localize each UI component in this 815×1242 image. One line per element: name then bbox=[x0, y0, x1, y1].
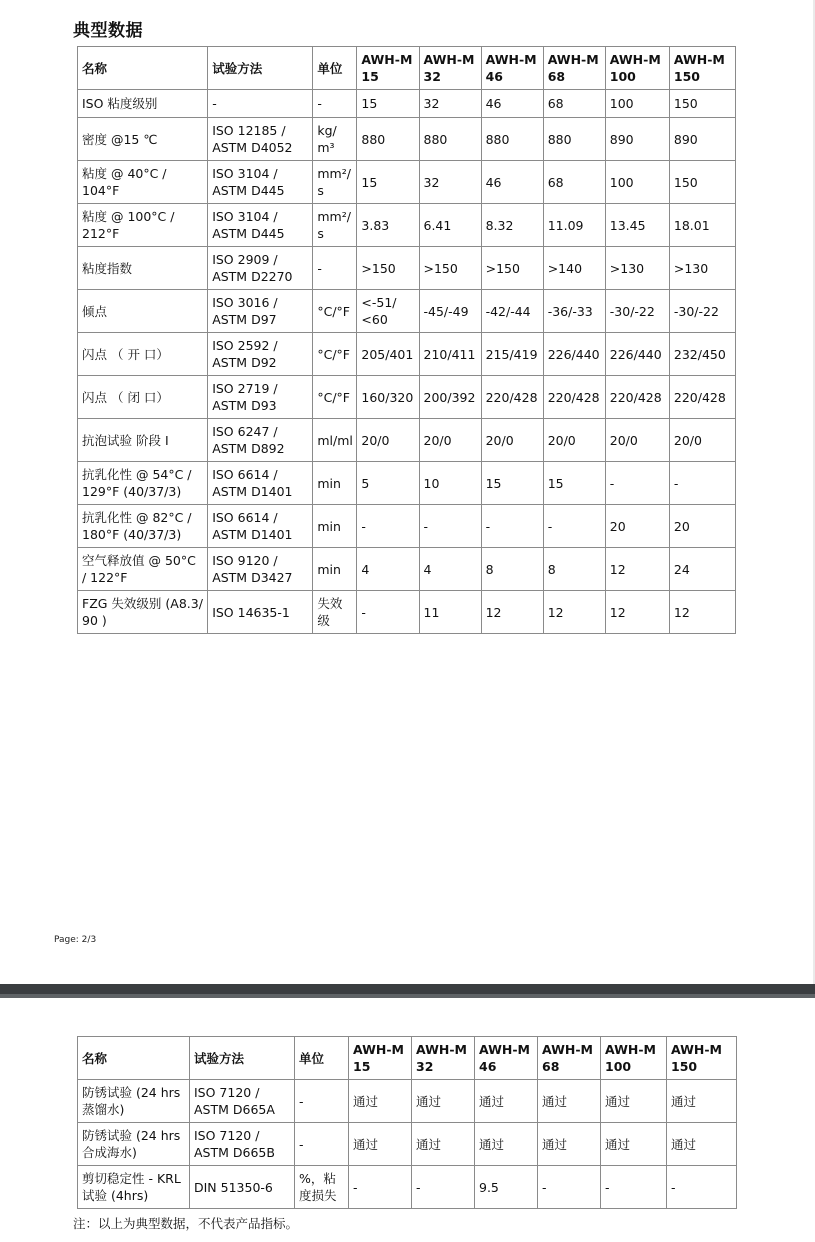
typical-data-table bbox=[77, 46, 736, 634]
table-cell: - bbox=[357, 505, 419, 548]
table-cell: 11.09 bbox=[543, 204, 605, 247]
header-row bbox=[78, 47, 736, 90]
column-header: AWH-M 15 bbox=[349, 1037, 412, 1080]
table-cell: mm²/ s bbox=[313, 204, 357, 247]
column-header: AWH-M 68 bbox=[543, 47, 605, 90]
table-cell: 11 bbox=[419, 591, 481, 634]
table-cell: 通过 bbox=[412, 1080, 475, 1123]
table-cell: 闪点 （ 开 口） bbox=[78, 333, 208, 376]
table-cell: 粘度 @ 100°C / 212°F bbox=[78, 204, 208, 247]
column-header: AWH-M 100 bbox=[601, 1037, 667, 1080]
table-cell: 通过 bbox=[475, 1080, 538, 1123]
table-cell: >150 bbox=[481, 247, 543, 290]
column-header: AWH-M 150 bbox=[667, 1037, 737, 1080]
table-cell: - bbox=[349, 1166, 412, 1209]
table-row bbox=[78, 204, 736, 247]
table-cell: 160/320 bbox=[357, 376, 419, 419]
table-cell: -30/-22 bbox=[669, 290, 735, 333]
table-cell: 8 bbox=[543, 548, 605, 591]
column-header: 单位 bbox=[313, 47, 357, 90]
table-cell: >150 bbox=[419, 247, 481, 290]
table-cell: 20/0 bbox=[543, 419, 605, 462]
table-cell: 18.01 bbox=[669, 204, 735, 247]
table-cell: - bbox=[538, 1166, 601, 1209]
column-header: AWH-M 150 bbox=[669, 47, 735, 90]
column-header: AWH-M 46 bbox=[481, 47, 543, 90]
table-cell: 880 bbox=[543, 118, 605, 161]
table-cell: -42/-44 bbox=[481, 290, 543, 333]
table-cell: 880 bbox=[481, 118, 543, 161]
column-header: AWH-M 100 bbox=[605, 47, 669, 90]
table-row bbox=[78, 290, 736, 333]
table-cell: 密度 @15 ℃ bbox=[78, 118, 208, 161]
table-cell: - bbox=[313, 90, 357, 118]
table-cell: 220/428 bbox=[543, 376, 605, 419]
table-cell: 通过 bbox=[538, 1123, 601, 1166]
table-cell: 通过 bbox=[667, 1123, 737, 1166]
table-cell: ISO 9120 / ASTM D3427 bbox=[208, 548, 313, 591]
table-cell: 剪切稳定性 - KRL 试验 (4hrs) bbox=[78, 1166, 190, 1209]
table-cell: 通过 bbox=[538, 1080, 601, 1123]
table-cell: ISO 2592 / ASTM D92 bbox=[208, 333, 313, 376]
table-cell: ISO 3016 / ASTM D97 bbox=[208, 290, 313, 333]
table-cell: min bbox=[313, 462, 357, 505]
table-cell: °C/°F bbox=[313, 290, 357, 333]
table-cell: 抗泡试验 阶段 I bbox=[78, 419, 208, 462]
table-cell: >140 bbox=[543, 247, 605, 290]
table-cell: 220/428 bbox=[669, 376, 735, 419]
table-cell: °C/°F bbox=[313, 333, 357, 376]
table-cell: 13.45 bbox=[605, 204, 669, 247]
table-cell: ISO 3104 / ASTM D445 bbox=[208, 161, 313, 204]
table-cell: ISO 7120 / ASTM D665B bbox=[190, 1123, 295, 1166]
table-cell: ISO 6614 / ASTM D1401 bbox=[208, 505, 313, 548]
column-header: AWH-M 32 bbox=[412, 1037, 475, 1080]
table-cell: 205/401 bbox=[357, 333, 419, 376]
typical-data-table-continued bbox=[77, 1036, 737, 1209]
table-cell: °C/°F bbox=[313, 376, 357, 419]
table-cell: >150 bbox=[357, 247, 419, 290]
table-cell: 100 bbox=[605, 161, 669, 204]
table-cell: - bbox=[295, 1080, 349, 1123]
table-cell: 8 bbox=[481, 548, 543, 591]
table-cell: 210/411 bbox=[419, 333, 481, 376]
table-cell: 890 bbox=[669, 118, 735, 161]
table-row bbox=[78, 548, 736, 591]
column-header: 试验方法 bbox=[190, 1037, 295, 1080]
column-header: 名称 bbox=[78, 1037, 190, 1080]
table-cell: ISO 7120 / ASTM D665A bbox=[190, 1080, 295, 1123]
table-cell: - bbox=[295, 1123, 349, 1166]
table-cell: ISO 2719 / ASTM D93 bbox=[208, 376, 313, 419]
table-cell: 150 bbox=[669, 90, 735, 118]
table-cell: 10 bbox=[419, 462, 481, 505]
table-cell: 200/392 bbox=[419, 376, 481, 419]
header-row bbox=[78, 1037, 737, 1080]
column-header: 试验方法 bbox=[208, 47, 313, 90]
table-cell: 15 bbox=[543, 462, 605, 505]
table-cell: ISO 3104 / ASTM D445 bbox=[208, 204, 313, 247]
table-cell: 失效 级 bbox=[313, 591, 357, 634]
table-cell: - bbox=[412, 1166, 475, 1209]
table-row bbox=[78, 505, 736, 548]
table-row bbox=[78, 591, 736, 634]
table-cell: 32 bbox=[419, 90, 481, 118]
section-title: 典型数据 bbox=[73, 21, 143, 41]
table-cell: 150 bbox=[669, 161, 735, 204]
table-cell: min bbox=[313, 548, 357, 591]
table-cell: -45/-49 bbox=[419, 290, 481, 333]
table-cell: 46 bbox=[481, 161, 543, 204]
table-cell: 通过 bbox=[601, 1080, 667, 1123]
column-header: AWH-M 46 bbox=[475, 1037, 538, 1080]
table-cell: 24 bbox=[669, 548, 735, 591]
footnote: 注：以上为典型数据，不代表产品指标。 bbox=[73, 1216, 299, 1231]
table-row bbox=[78, 462, 736, 505]
page-separator bbox=[0, 984, 815, 998]
table-cell: ISO 6614 / ASTM D1401 bbox=[208, 462, 313, 505]
table-cell: 20/0 bbox=[357, 419, 419, 462]
table-cell: 226/440 bbox=[543, 333, 605, 376]
table-cell: 20 bbox=[669, 505, 735, 548]
table-row bbox=[78, 118, 736, 161]
table-cell: 20/0 bbox=[419, 419, 481, 462]
table-cell: ml/ml bbox=[313, 419, 357, 462]
table-cell: 3.83 bbox=[357, 204, 419, 247]
column-header: AWH-M 15 bbox=[357, 47, 419, 90]
table-cell: -30/-22 bbox=[605, 290, 669, 333]
table-cell: 防锈试验 (24 hrs 合成海水) bbox=[78, 1123, 190, 1166]
table-cell: 通过 bbox=[349, 1123, 412, 1166]
table-cell: - bbox=[667, 1166, 737, 1209]
table-cell: mm²/ s bbox=[313, 161, 357, 204]
table-cell: 粘度指数 bbox=[78, 247, 208, 290]
table-cell: 6.41 bbox=[419, 204, 481, 247]
table-cell: 880 bbox=[357, 118, 419, 161]
table-cell: 20 bbox=[605, 505, 669, 548]
table-cell: 12 bbox=[605, 548, 669, 591]
table-cell: 防锈试验 (24 hrs 蒸馏水) bbox=[78, 1080, 190, 1123]
table-cell: 15 bbox=[481, 462, 543, 505]
table-row bbox=[78, 90, 736, 118]
table-cell: 4 bbox=[419, 548, 481, 591]
table-cell: - bbox=[543, 505, 605, 548]
table-cell: >130 bbox=[669, 247, 735, 290]
table-cell: 32 bbox=[419, 161, 481, 204]
table-cell: min bbox=[313, 505, 357, 548]
table-cell: ISO 2909 / ASTM D2270 bbox=[208, 247, 313, 290]
table-cell: ISO 14635-1 bbox=[208, 591, 313, 634]
table-cell: 通过 bbox=[349, 1080, 412, 1123]
table-cell: <-51/ <60 bbox=[357, 290, 419, 333]
table-cell: 15 bbox=[357, 161, 419, 204]
table-cell: 抗乳化性 @ 82°C / 180°F (40/37/3) bbox=[78, 505, 208, 548]
table-cell: ISO 粘度级别 bbox=[78, 90, 208, 118]
table-cell: 4 bbox=[357, 548, 419, 591]
table-cell: 9.5 bbox=[475, 1166, 538, 1209]
table-cell: 68 bbox=[543, 161, 605, 204]
table-row bbox=[78, 333, 736, 376]
table-cell: ISO 6247 / ASTM D892 bbox=[208, 419, 313, 462]
table-cell: 8.32 bbox=[481, 204, 543, 247]
table-cell: 闪点 （ 闭 口） bbox=[78, 376, 208, 419]
table-cell: 通过 bbox=[601, 1123, 667, 1166]
table-cell: 220/428 bbox=[605, 376, 669, 419]
table-cell: 12 bbox=[543, 591, 605, 634]
table-cell: 12 bbox=[605, 591, 669, 634]
column-header: AWH-M 68 bbox=[538, 1037, 601, 1080]
table-cell: 倾点 bbox=[78, 290, 208, 333]
table-cell: 220/428 bbox=[481, 376, 543, 419]
table-cell: - bbox=[669, 462, 735, 505]
table-cell: ISO 12185 / ASTM D4052 bbox=[208, 118, 313, 161]
table-cell: - bbox=[481, 505, 543, 548]
table-cell: 890 bbox=[605, 118, 669, 161]
table-cell: 通过 bbox=[412, 1123, 475, 1166]
table-cell: - bbox=[357, 591, 419, 634]
table-cell: 226/440 bbox=[605, 333, 669, 376]
table-row bbox=[78, 1166, 737, 1209]
table-cell: - bbox=[313, 247, 357, 290]
table-cell: %，粘 度损失 bbox=[295, 1166, 349, 1209]
table-cell: 5 bbox=[357, 462, 419, 505]
table-cell: - bbox=[419, 505, 481, 548]
table-row bbox=[78, 376, 736, 419]
table-cell: 空气释放值 @ 50°C / 122°F bbox=[78, 548, 208, 591]
table-cell: DIN 51350-6 bbox=[190, 1166, 295, 1209]
column-header: 单位 bbox=[295, 1037, 349, 1080]
table-cell: 12 bbox=[481, 591, 543, 634]
table-cell: kg/ m³ bbox=[313, 118, 357, 161]
table-cell: 68 bbox=[543, 90, 605, 118]
table-cell: 215/419 bbox=[481, 333, 543, 376]
table-cell: 20/0 bbox=[605, 419, 669, 462]
table-cell: 粘度 @ 40°C / 104°F bbox=[78, 161, 208, 204]
table-row bbox=[78, 1123, 737, 1166]
table-cell: 20/0 bbox=[481, 419, 543, 462]
column-header: AWH-M 32 bbox=[419, 47, 481, 90]
page-number: Page: 2/3 bbox=[54, 935, 97, 945]
table-row bbox=[78, 247, 736, 290]
table-cell: - bbox=[601, 1166, 667, 1209]
table-cell: 20/0 bbox=[669, 419, 735, 462]
table-row bbox=[78, 161, 736, 204]
table-cell: 100 bbox=[605, 90, 669, 118]
column-header: 名称 bbox=[78, 47, 208, 90]
document-page-2 bbox=[0, 998, 815, 1242]
table-cell: 46 bbox=[481, 90, 543, 118]
table-cell: 12 bbox=[669, 591, 735, 634]
table-cell: - bbox=[605, 462, 669, 505]
table-cell: 通过 bbox=[667, 1080, 737, 1123]
table-cell: 抗乳化性 @ 54°C / 129°F (40/37/3) bbox=[78, 462, 208, 505]
table-cell: >130 bbox=[605, 247, 669, 290]
table-row bbox=[78, 419, 736, 462]
table-cell: - bbox=[208, 90, 313, 118]
table-cell: 通过 bbox=[475, 1123, 538, 1166]
table-cell: -36/-33 bbox=[543, 290, 605, 333]
table-cell: 232/450 bbox=[669, 333, 735, 376]
table-cell: 15 bbox=[357, 90, 419, 118]
table-row bbox=[78, 1080, 737, 1123]
table-cell: FZG 失效级别 (A8.3/ 90 ) bbox=[78, 591, 208, 634]
table-cell: 880 bbox=[419, 118, 481, 161]
